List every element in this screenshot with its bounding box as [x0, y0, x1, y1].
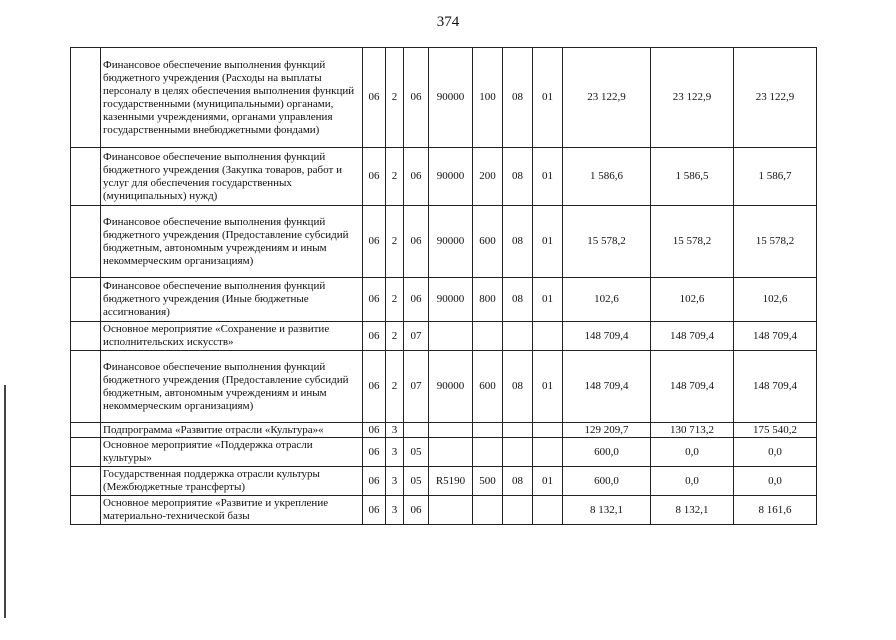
index-cell — [71, 322, 101, 351]
amount-year-1: 600,0 — [563, 438, 651, 467]
code-direction: R5190 — [429, 467, 473, 496]
code-activity: 07 — [404, 322, 429, 351]
code-section: 08 — [503, 206, 533, 278]
code-expense-type: 100 — [473, 48, 503, 148]
table-row — [71, 48, 817, 148]
index-cell — [71, 438, 101, 467]
code-section: 08 — [503, 467, 533, 496]
index-cell — [71, 423, 101, 438]
code-subprogram: 2 — [386, 148, 404, 206]
code-activity: 05 — [404, 438, 429, 467]
table-row — [71, 467, 817, 496]
code-subprogram: 2 — [386, 206, 404, 278]
amount-year-1: 102,6 — [563, 278, 651, 322]
code-direction: 90000 — [429, 48, 473, 148]
code-program: 06 — [363, 467, 386, 496]
amount-year-2: 15 578,2 — [651, 206, 734, 278]
amount-year-2: 1 586,5 — [651, 148, 734, 206]
amount-year-3: 1 586,7 — [734, 148, 817, 206]
amount-year-1: 148 709,4 — [563, 351, 651, 423]
code-direction — [429, 423, 473, 438]
index-cell — [71, 351, 101, 423]
row-description: Основное мероприятие «Развитие и укрепление материально-технической базы — [101, 496, 363, 525]
code-section — [503, 423, 533, 438]
amount-year-1: 23 122,9 — [563, 48, 651, 148]
code-section — [503, 438, 533, 467]
table-row — [71, 423, 817, 438]
code-direction: 90000 — [429, 351, 473, 423]
row-description: Финансовое обеспечение выполнения функций бюджетного учреждения (Закупка товаров, работ и услуг для обеспечения государственных (муниципальных) нужд) — [101, 148, 363, 206]
amount-year-2: 0,0 — [651, 467, 734, 496]
amount-year-3: 23 122,9 — [734, 48, 817, 148]
scan-edge-mark — [4, 385, 6, 618]
index-cell — [71, 148, 101, 206]
amount-year-2: 148 709,4 — [651, 351, 734, 423]
amount-year-1: 600,0 — [563, 467, 651, 496]
code-activity: 06 — [404, 206, 429, 278]
amount-year-1: 8 132,1 — [563, 496, 651, 525]
code-activity: 06 — [404, 496, 429, 525]
table-row — [71, 496, 817, 525]
code-subprogram: 2 — [386, 322, 404, 351]
code-subsection — [533, 496, 563, 525]
code-expense-type: 800 — [473, 278, 503, 322]
code-activity: 06 — [404, 48, 429, 148]
code-section: 08 — [503, 48, 533, 148]
amount-year-1: 1 586,6 — [563, 148, 651, 206]
code-section: 08 — [503, 148, 533, 206]
code-subsection: 01 — [533, 148, 563, 206]
row-description: Финансовое обеспечение выполнения функций бюджетного учреждения (Предоставление субсидий бюджетным, автономным учреждениям и иным некоммерческим организациям) — [101, 351, 363, 423]
amount-year-3: 0,0 — [734, 438, 817, 467]
code-expense-type — [473, 438, 503, 467]
amount-year-1: 15 578,2 — [563, 206, 651, 278]
code-subsection: 01 — [533, 48, 563, 148]
row-description: Подпрограмма «Развитие отрасли «Культура»« — [101, 423, 363, 438]
code-subprogram: 3 — [386, 496, 404, 525]
amount-year-1: 129 209,7 — [563, 423, 651, 438]
code-subprogram: 2 — [386, 351, 404, 423]
code-expense-type: 500 — [473, 467, 503, 496]
code-section — [503, 496, 533, 525]
table-row — [71, 278, 817, 322]
code-program: 06 — [363, 206, 386, 278]
code-program: 06 — [363, 278, 386, 322]
row-description: Основное мероприятие «Поддержка отрасли культуры» — [101, 438, 363, 467]
page-number: 374 — [436, 14, 460, 30]
code-direction: 90000 — [429, 278, 473, 322]
code-program: 06 — [363, 438, 386, 467]
code-program: 06 — [363, 148, 386, 206]
amount-year-3: 148 709,4 — [734, 351, 817, 423]
budget-table-body — [71, 48, 817, 525]
amount-year-2: 23 122,9 — [651, 48, 734, 148]
code-subprogram: 3 — [386, 467, 404, 496]
row-description: Финансовое обеспечение выполнения функций бюджетного учреждения (Иные бюджетные ассигнования) — [101, 278, 363, 322]
amount-year-3: 148 709,4 — [734, 322, 817, 351]
table-row — [71, 322, 817, 351]
code-program: 06 — [363, 423, 386, 438]
code-section: 08 — [503, 278, 533, 322]
code-section: 08 — [503, 351, 533, 423]
amount-year-2: 0,0 — [651, 438, 734, 467]
code-direction: 90000 — [429, 148, 473, 206]
code-subsection — [533, 322, 563, 351]
amount-year-2: 130 713,2 — [651, 423, 734, 438]
budget-table — [70, 47, 817, 525]
amount-year-3: 102,6 — [734, 278, 817, 322]
code-direction — [429, 438, 473, 467]
amount-year-2: 8 132,1 — [651, 496, 734, 525]
code-subsection: 01 — [533, 206, 563, 278]
row-description: Основное мероприятие «Сохранение и развитие исполнительских искусств» — [101, 322, 363, 351]
code-subprogram: 3 — [386, 438, 404, 467]
code-program: 06 — [363, 351, 386, 423]
code-program: 06 — [363, 496, 386, 525]
table-row — [71, 351, 817, 423]
amount-year-3: 0,0 — [734, 467, 817, 496]
code-direction: 90000 — [429, 206, 473, 278]
index-cell — [71, 206, 101, 278]
amount-year-2: 102,6 — [651, 278, 734, 322]
row-description: Финансовое обеспечение выполнения функций бюджетного учреждения (Расходы на выплаты персоналу в целях обеспечения выполнения функций государственными (муниципальными) органами, казенными учреждениями, органами управления государственными внебюджетными фондами) — [101, 48, 363, 148]
code-activity — [404, 423, 429, 438]
table-row — [71, 438, 817, 467]
code-direction — [429, 496, 473, 525]
code-subprogram: 3 — [386, 423, 404, 438]
index-cell — [71, 278, 101, 322]
code-activity: 07 — [404, 351, 429, 423]
amount-year-3: 8 161,6 — [734, 496, 817, 525]
code-program: 06 — [363, 322, 386, 351]
code-subprogram: 2 — [386, 278, 404, 322]
code-program: 06 — [363, 48, 386, 148]
code-activity: 05 — [404, 467, 429, 496]
code-expense-type — [473, 496, 503, 525]
index-cell — [71, 48, 101, 148]
code-expense-type: 200 — [473, 148, 503, 206]
row-description: Финансовое обеспечение выполнения функций бюджетного учреждения (Предоставление субсидий бюджетным, автономным учреждениям и иным некоммерческим организациям) — [101, 206, 363, 278]
amount-year-1: 148 709,4 — [563, 322, 651, 351]
code-expense-type — [473, 322, 503, 351]
code-expense-type — [473, 423, 503, 438]
code-subsection: 01 — [533, 278, 563, 322]
amount-year-2: 148 709,4 — [651, 322, 734, 351]
code-expense-type: 600 — [473, 351, 503, 423]
row-description: Государственная поддержка отрасли культуры (Межбюджетные трансферты) — [101, 467, 363, 496]
code-direction — [429, 322, 473, 351]
table-row — [71, 206, 817, 278]
code-subsection: 01 — [533, 351, 563, 423]
code-subsection — [533, 438, 563, 467]
table-row — [71, 148, 817, 206]
amount-year-3: 15 578,2 — [734, 206, 817, 278]
code-activity: 06 — [404, 278, 429, 322]
index-cell — [71, 496, 101, 525]
code-activity: 06 — [404, 148, 429, 206]
index-cell — [71, 467, 101, 496]
code-expense-type: 600 — [473, 206, 503, 278]
code-subprogram: 2 — [386, 48, 404, 148]
code-section — [503, 322, 533, 351]
code-subsection — [533, 423, 563, 438]
code-subsection: 01 — [533, 467, 563, 496]
amount-year-3: 175 540,2 — [734, 423, 817, 438]
